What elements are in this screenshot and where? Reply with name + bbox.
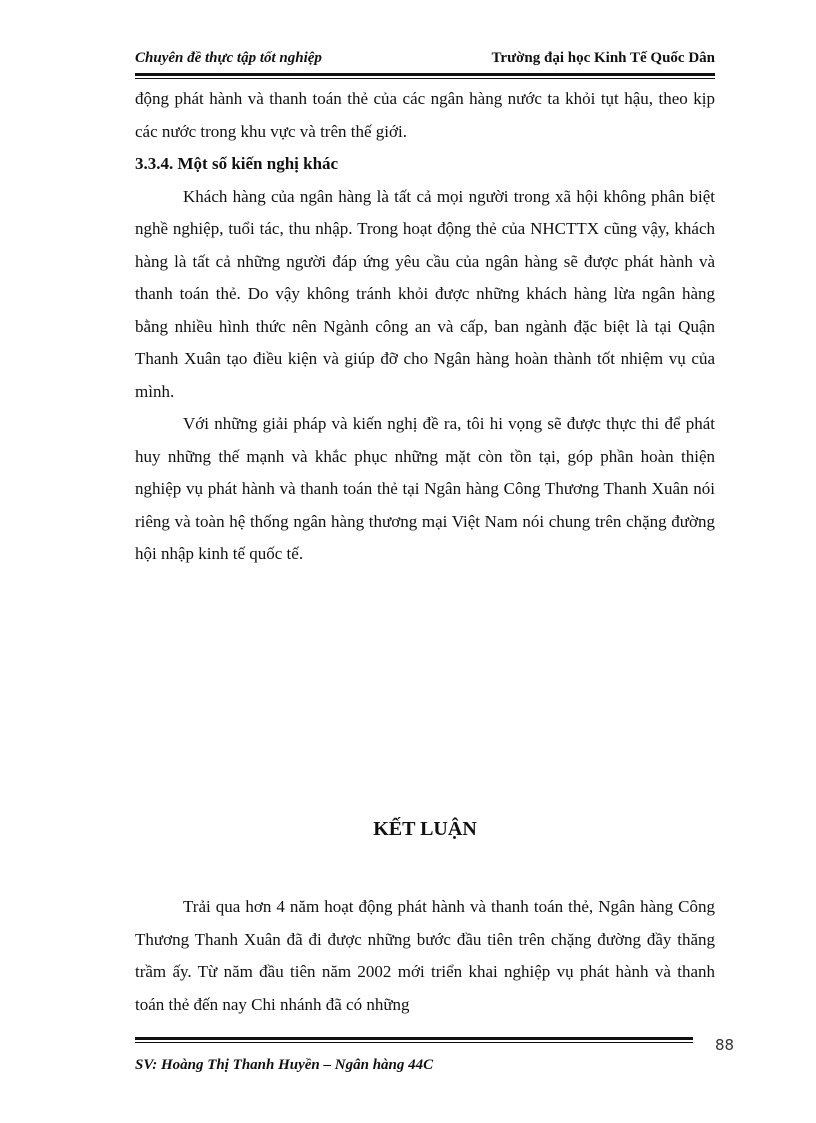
section-heading: 3.3.4. Một số kiến nghị khác [135,154,339,173]
page-number: 88 [715,1036,735,1054]
conclusion-title: KẾT LUẬN [373,818,477,840]
footer-rule-thin [135,1042,693,1043]
header-right-title: Trường đại học Kinh Tế Quốc Dân [491,50,715,66]
body-paragraph: Với những giải pháp và kiến nghị đề ra, tôi hi vọng sẽ được thực thi để phát huy những thế mạnh và khắc phục những mặt còn tồn tại, góp phần hoàn thiện nghiệp vụ phát hành và thanh toán thẻ tại Ngân hàng Công Thương Thanh Xuân nói riêng và toàn hệ thống ngân hàng thương mại Việt Nam nói chung trên chặng đường hội nhập kinh tế quốc tế. [135,414,715,563]
conclusion-section [135,891,715,1021]
section-kien-nghi [135,83,715,571]
header-rule-thick [135,73,715,76]
continuation-paragraph: động phát hành và thanh toán thẻ của các ngân hàng nước ta khỏi tụt hậu, theo kịp các nước trong khu vực và trên thế giới. [135,89,715,141]
footer-rule-thick [135,1037,693,1040]
header-rule-thin [135,78,715,79]
footer-author: SV: Hoàng Thị Thanh Huyền – Ngân hàng 44C [135,1057,434,1073]
header-bar [135,48,715,70]
header-left-title: Chuyên đề thực tập tốt nghiệp [135,50,322,66]
body-paragraph: Khách hàng của ngân hàng là tất cả mọi người trong xã hội không phân biệt nghề nghiệp, tuổi tác, thu nhập. Trong hoạt động thẻ của NHCTTX cũng vậy, khách hàng là tất cả những người đáp ứng yêu cầu của ngân hàng sẽ được phát hành và thanh toán thẻ. Do vậy không tránh khỏi được những khách hàng lừa ngân hàng bằng nhiều hình thức nên Ngành công an và cấp, ban ngành đặc biệt là tại Quận Thanh Xuân tạo điều kiện và giúp đỡ cho Ngân hàng hoàn thành tốt nhiệm vụ của mình. [135,186,715,401]
conclusion-paragraph: Trải qua hơn 4 năm hoạt động phát hành và thanh toán thẻ, Ngân hàng Công Thương Thanh Xuân đã đi được những bước đầu tiên trên chặng đường đầy thăng trầm ấy. Từ năm đầu tiên năm 2002 mới triển khai nghiệp vụ phát hành và thanh toán thẻ đến nay Chi nhánh đã có những [135,897,715,1014]
